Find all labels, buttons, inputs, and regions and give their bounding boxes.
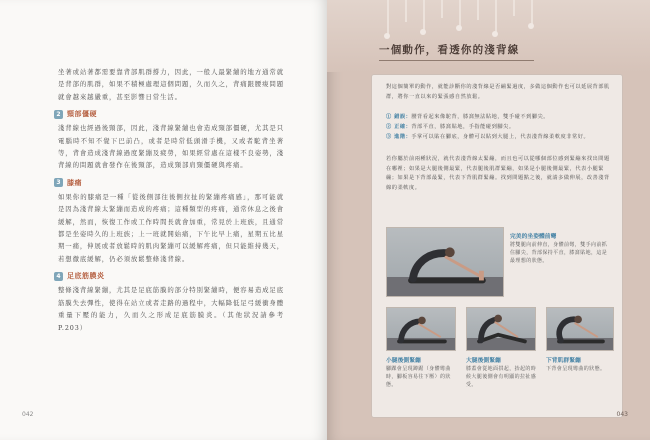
hamstring-caption-text: 膝蓋會從地面拱起，抬起的時候大腿後側會有明顯的拉扯感受。	[466, 366, 537, 389]
section-number: 4	[54, 272, 63, 281]
tip-wrong	[386, 113, 612, 123]
tip-label: ② 正確：	[386, 124, 412, 130]
section-body: 整條淺背線緊繃，尤其是足底筋膜的部分特別緊繃時，便容易造成足底筋膜失去彈性，使得在站立或者走路的過程中，大幅降低足弓緩衝身體重量下壓的能力，久而久之形成足底筋膜炎。（其他狀況請參考 P.203）	[58, 286, 285, 332]
section-body: 淺背線也經過後頸部，因此，淺背線緊繃也會造成頸部僵硬，尤其是只電腦時不知不覺下巴前凸，或者是時常低頭滑手機，又或者駝背坐著等，背會造成淺背線過度緊繃及疲勞，如果經常處在這樣不良姿勢，淺背線的問題就會發作在後頸部，造成頸部肩頸僵硬與疼痛。	[58, 124, 285, 170]
decorative-banner	[327, 0, 650, 72]
hamstring-tight-photo	[466, 307, 536, 351]
title-underline	[379, 60, 534, 61]
hamstring-caption-title: 大腿後側緊繃	[466, 358, 501, 364]
section-heading-knee	[54, 178, 284, 188]
box-intro: 對這個簡單的動作，就能診斷你的淺背線是否繃緊過度，多做這個動作也可以延展背部肌群，將你一直以來的緊張感自然放鬆。	[386, 84, 610, 100]
main-photo-caption-title: 完美的坐姿體前彎	[510, 234, 557, 240]
box-note: 若你屬於前兩種狀況，就代表淺背線太緊繃，而且也可以從哪個部位感到緊繃來找出問題在哪裡；如果是大腿後側最緊，代表腿後肌群緊繃，如果是小腿後側最緊，代表小腿緊繃；如果是下背部最緊，代表下背肌群緊繃。找到問題點之後，就請多做伸展，改善淺背線的柔軟度。	[386, 156, 610, 191]
section-heading-neck	[54, 109, 284, 119]
calf-caption-title: 小腿後側緊繃	[386, 358, 421, 364]
page-number-left: 042	[22, 411, 34, 418]
section-title: 頸部僵硬	[67, 110, 97, 119]
tip-label: ① 錯誤：	[386, 114, 412, 120]
calf-tight-photo	[386, 307, 456, 351]
section-number: 2	[54, 110, 63, 119]
tip-text: 手掌可以貼在腳底，身體可以貼到大腿上，代表淺背線柔軟度非常好。	[411, 134, 590, 140]
right-page	[327, 0, 650, 440]
tip-correct	[386, 123, 612, 133]
content-box	[371, 74, 623, 418]
lowback-caption-title: 下背肌群緊繃	[546, 358, 581, 364]
section-body: 如果你的膝痛是一種「從後側部往後側拉扯的緊繃疼痛感」，那可能就是因為淺背線太緊繃而造成的疼痛；這種類型的疼痛，通常休息之後會緩解，然而，恢復工作或工作時間長就會加重，常見於上班族，且通常都是坐姿時久的上班族；上一班就開始痛，下午比早上痛，星期五比星期一痛，伸展或者放鬆時的肌肉緊繃可以緩解疼痛，但只能維持幾天，若想徹底緩解，仍必須放鬆整條淺背線。	[58, 192, 285, 263]
intro-paragraph: 坐著或站著都需要靠背部肌群撐力，因此，一般人最緊繃的地方通常就是背部的肌群，如果不積極處理這個問題，久而久之，背痛跟腰痠問題就會越來越嚴重，甚至影響日常生活。	[58, 68, 285, 101]
tip-text: 背部平直，膝窩貼地，手指能碰到腳尖。	[411, 124, 515, 130]
lowback-caption-text: 下背會呈現彎曲的狀態。	[546, 366, 606, 372]
chapter-title: 一個動作，看透你的淺背線	[379, 44, 520, 56]
main-stretch-photo	[386, 227, 504, 297]
section-heading-plantar	[54, 271, 284, 281]
tip-text: 腰背看起來像駝背，膝窩無法貼地，雙手碰不到腳尖。	[411, 114, 550, 120]
section-title: 膝痛	[67, 178, 82, 187]
section-number: 3	[54, 178, 63, 187]
left-body	[58, 66, 284, 340]
tip-advanced	[386, 133, 612, 143]
main-photo-caption-text: 將雙腿向前伸直，身體前彎，雙手向前抓住腳尖，背部保持平直，膝窩貼地，這是最理想的狀態。	[510, 242, 608, 265]
page-number-right: 043	[616, 411, 628, 418]
calf-caption-text: 腳踝會呈現蹲踞（身體彎曲時，腳板容易往下壓）的狀態。	[386, 366, 451, 389]
lowback-tight-photo	[546, 307, 614, 351]
section-title: 足底筋膜炎	[67, 272, 105, 281]
tip-label: ③ 進階：	[386, 134, 412, 140]
